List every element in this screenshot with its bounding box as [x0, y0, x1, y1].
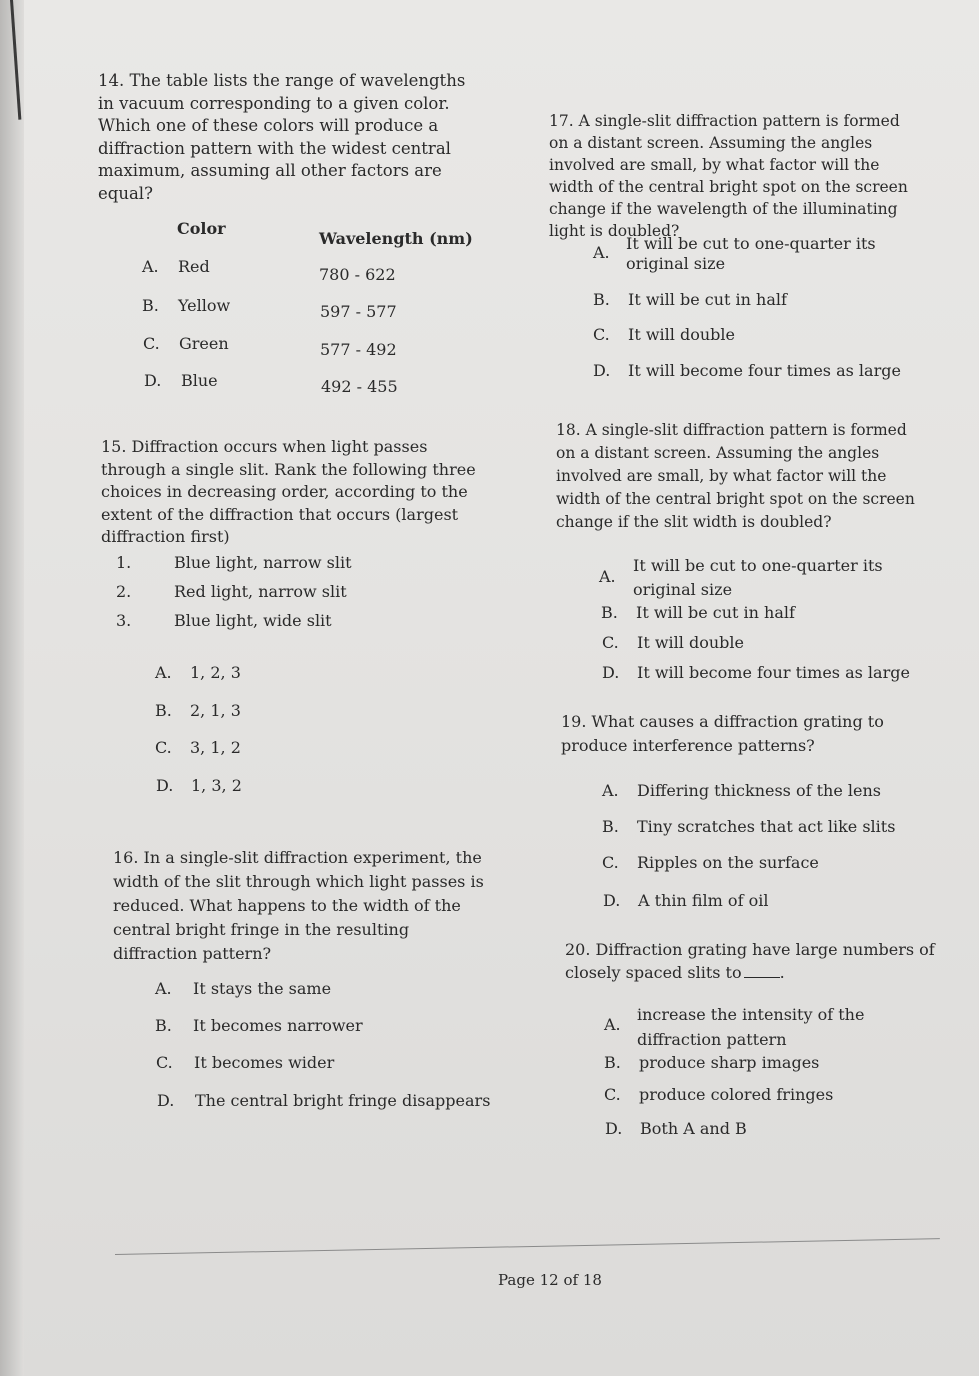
q17-option-a-letter: A.	[593, 243, 610, 262]
q17-stem: 17. A single-slit diffraction pattern is formed on a distant screen. Assuming the angles involved are small, by what factor will the width of the central bright spot on the screen change if the wavelength of the illuminating light is doubled?	[549, 112, 908, 240]
q16-option-c[interactable]: C. It becomes wider	[156, 1053, 335, 1072]
q15-item-1-text: Blue light, narrow slit	[174, 553, 352, 572]
q19-option-d[interactable]: D. A thin film of oil	[603, 891, 769, 910]
q20-blank	[744, 977, 780, 978]
q17-option-d[interactable]: D. It will become four times as large	[593, 361, 901, 380]
q14-col-color: Color	[177, 219, 226, 238]
q20-option-b[interactable]: B. produce sharp images	[604, 1053, 820, 1072]
q18-stem: 18. A single-slit diffraction pattern is formed on a distant screen. Assuming the angles involved are small, by what factor will the width of the central bright spot on the screen change if the slit width is doubled?	[556, 421, 915, 531]
q14-row-a-range: 780 - 622	[319, 265, 396, 284]
q14-row-c-letter: C.	[143, 334, 160, 353]
q14-row-c-color: Green	[179, 334, 229, 353]
q18-option-a[interactable]: It will be cut to one-quarter its original size	[633, 556, 883, 599]
q15-option-c[interactable]: C. 3, 1, 2	[155, 738, 241, 757]
q19-option-c[interactable]: C. Ripples on the surface	[602, 853, 819, 872]
q15-option-d[interactable]: D. 1, 3, 2	[156, 776, 242, 795]
q16-stem: 16. In a single-slit diffraction experiment, the width of the slit through which light passes is reduced. What happens to the width of the central bright fringe in the resulting diffraction pattern?	[113, 848, 484, 963]
q15-item-3-num: 3.	[116, 611, 132, 630]
q16-option-d[interactable]: D. The central bright fringe disappears	[157, 1091, 491, 1110]
q15-item-2-num: 2.	[116, 582, 132, 601]
q17-option-a[interactable]: It will be cut to one-quarter its original size	[626, 234, 876, 273]
q18-option-c[interactable]: C. It will double	[602, 633, 744, 652]
q20-stem-line2: closely spaced slits to .	[565, 963, 785, 982]
q19-stem: 19. What causes a diffraction grating to produce interference patterns?	[561, 712, 884, 755]
page-number: Page 12 of 18	[498, 1271, 602, 1289]
q15-stem: 15. Diffraction occurs when light passes through a single slit. Rank the following three choices in decreasing order, according to the extent of the diffraction that occurs (largest diffraction first)	[101, 437, 476, 546]
q14-row-b-range: 597 - 577	[320, 302, 397, 321]
q20-option-a[interactable]: increase the intensity of the diffraction pattern	[637, 1005, 865, 1049]
q18-option-b[interactable]: B. It will be cut in half	[601, 603, 795, 622]
q14-row-a-color: Red	[178, 257, 210, 276]
q16-option-a[interactable]: A. It stays the same	[155, 979, 332, 998]
q14-col-wavelength: Wavelength (nm)	[319, 229, 473, 248]
q15-item-2-text: Red light, narrow slit	[174, 582, 347, 601]
q15-item-1-num: 1.	[116, 553, 132, 572]
q14-row-c-range: 577 - 492	[320, 340, 397, 359]
q14-row-b-color: Yellow	[178, 296, 231, 315]
q14-row-a-letter: A.	[142, 257, 159, 276]
q20-option-d[interactable]: D. Both A and B	[605, 1119, 747, 1138]
footer-rule	[115, 1238, 940, 1255]
q20-option-a-letter: A.	[604, 1015, 621, 1034]
q19-option-b[interactable]: B. Tiny scratches that act like slits	[602, 817, 896, 836]
q14-row-d-range: 492 - 455	[321, 377, 398, 396]
q18-option-d[interactable]: D. It will become four times as large	[602, 663, 910, 682]
q15-option-a[interactable]: A. 1, 2, 3	[155, 663, 241, 682]
q17-option-c[interactable]: C. It will double	[593, 325, 735, 344]
q16-option-b[interactable]: B. It becomes narrower	[155, 1016, 363, 1035]
q15-option-b[interactable]: B. 2, 1, 3	[155, 701, 241, 720]
q14-row-b-letter: B.	[142, 296, 159, 315]
q14-row-d-color: Blue	[181, 371, 218, 390]
q19-option-a[interactable]: A. Differing thickness of the lens	[602, 781, 881, 800]
q18-option-a-letter: A.	[599, 567, 616, 586]
q20-option-c[interactable]: C. produce colored fringes	[604, 1085, 834, 1104]
page-edge-shadow	[0, 0, 24, 1376]
q20-stem-line1: 20. Diffraction grating have large numbers of	[565, 940, 935, 959]
q15-item-3-text: Blue light, wide slit	[174, 611, 332, 630]
q14-stem: 14. The table lists the range of wavelengths in vacuum corresponding to a given color. Which one of these colors will produce a diffraction pattern with the widest central maximum, assuming all other factors are equal?	[98, 71, 466, 203]
q17-option-b[interactable]: B. It will be cut in half	[593, 290, 787, 309]
q14-row-d-letter: D.	[144, 371, 162, 390]
